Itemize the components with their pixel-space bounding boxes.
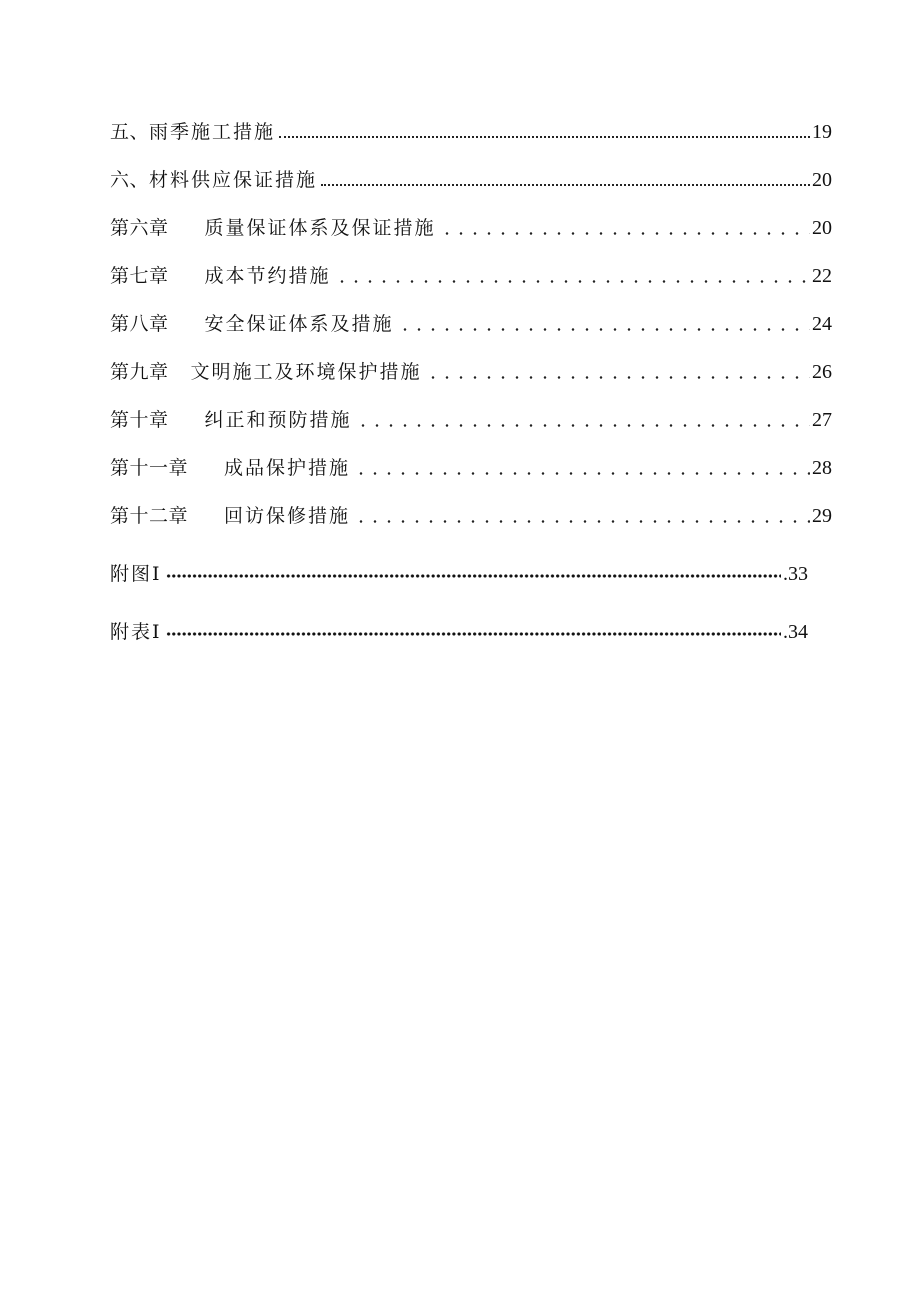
toc-dot-leader bbox=[398, 316, 810, 332]
toc-entry-title: 文明施工及环境保护措施 bbox=[190, 361, 422, 383]
toc-entry[interactable] bbox=[110, 240, 832, 288]
toc-dot-leader bbox=[440, 220, 810, 236]
toc-entry-number: 第十二章 bbox=[110, 505, 189, 527]
toc-entry-title: 雨季施工措施 bbox=[149, 121, 276, 143]
toc-entry-title: 材料供应保证措施 bbox=[149, 169, 318, 191]
toc-page-number: 22 bbox=[812, 265, 832, 287]
toc-entry[interactable] bbox=[110, 432, 832, 480]
toc-entry-title: 成本节约措施 bbox=[204, 265, 331, 287]
toc-entry-number: 第十一章 bbox=[110, 457, 189, 479]
toc-appendix-entry[interactable] bbox=[110, 586, 808, 644]
toc-entry-number: 五、 bbox=[110, 121, 150, 143]
toc-dot-leader bbox=[335, 268, 810, 284]
toc-entry-title: 回访保修措施 bbox=[224, 505, 351, 527]
toc-entry-number: 第六章 bbox=[110, 217, 169, 239]
toc-page-number: 20 bbox=[812, 217, 832, 239]
toc-dot-leader bbox=[426, 364, 810, 380]
toc-dot-leader bbox=[279, 124, 810, 140]
toc-entry[interactable] bbox=[110, 96, 832, 144]
toc-entry[interactable] bbox=[110, 192, 832, 240]
toc-entry[interactable] bbox=[110, 144, 832, 192]
toc-entry-number: 第九章 bbox=[110, 361, 169, 383]
toc-entry-number: 第十章 bbox=[110, 409, 169, 431]
toc-entry-number: 第七章 bbox=[110, 265, 169, 287]
table-of-contents bbox=[110, 96, 832, 644]
toc-entry-title: 纠正和预防措施 bbox=[204, 409, 352, 431]
toc-entry-number: 六、 bbox=[110, 169, 150, 191]
toc-page-number: 20 bbox=[812, 169, 832, 191]
toc-page-number: .34 bbox=[783, 621, 808, 643]
toc-entry[interactable] bbox=[110, 480, 832, 528]
toc-entry[interactable] bbox=[110, 384, 832, 432]
toc-page-number: 29 bbox=[812, 505, 832, 527]
toc-page-number: 24 bbox=[812, 313, 832, 335]
toc-page-number: 27 bbox=[812, 409, 832, 431]
toc-page-number: 28 bbox=[812, 457, 832, 479]
toc-entry-title: 附表Ⅰ bbox=[110, 621, 162, 643]
toc-entry-number: 第八章 bbox=[110, 313, 169, 335]
toc-dot-leader bbox=[354, 508, 810, 524]
toc-page-number: 19 bbox=[812, 121, 832, 143]
toc-appendix-entry[interactable] bbox=[110, 528, 808, 586]
toc-entry[interactable] bbox=[110, 336, 832, 384]
toc-dot-leader bbox=[166, 624, 781, 640]
toc-dot-leader bbox=[356, 412, 810, 428]
toc-dot-leader bbox=[166, 566, 781, 582]
toc-page-number: 26 bbox=[812, 361, 832, 383]
toc-page-number: .33 bbox=[783, 563, 808, 585]
toc-entry-title: 安全保证体系及措施 bbox=[204, 313, 394, 335]
toc-dot-leader bbox=[354, 460, 810, 476]
toc-entry[interactable] bbox=[110, 288, 832, 336]
toc-entry-title: 质量保证体系及保证措施 bbox=[204, 217, 436, 239]
toc-entry-title: 附图Ⅰ bbox=[110, 563, 162, 585]
toc-dot-leader bbox=[321, 172, 810, 188]
toc-entry-title: 成品保护措施 bbox=[224, 457, 351, 479]
